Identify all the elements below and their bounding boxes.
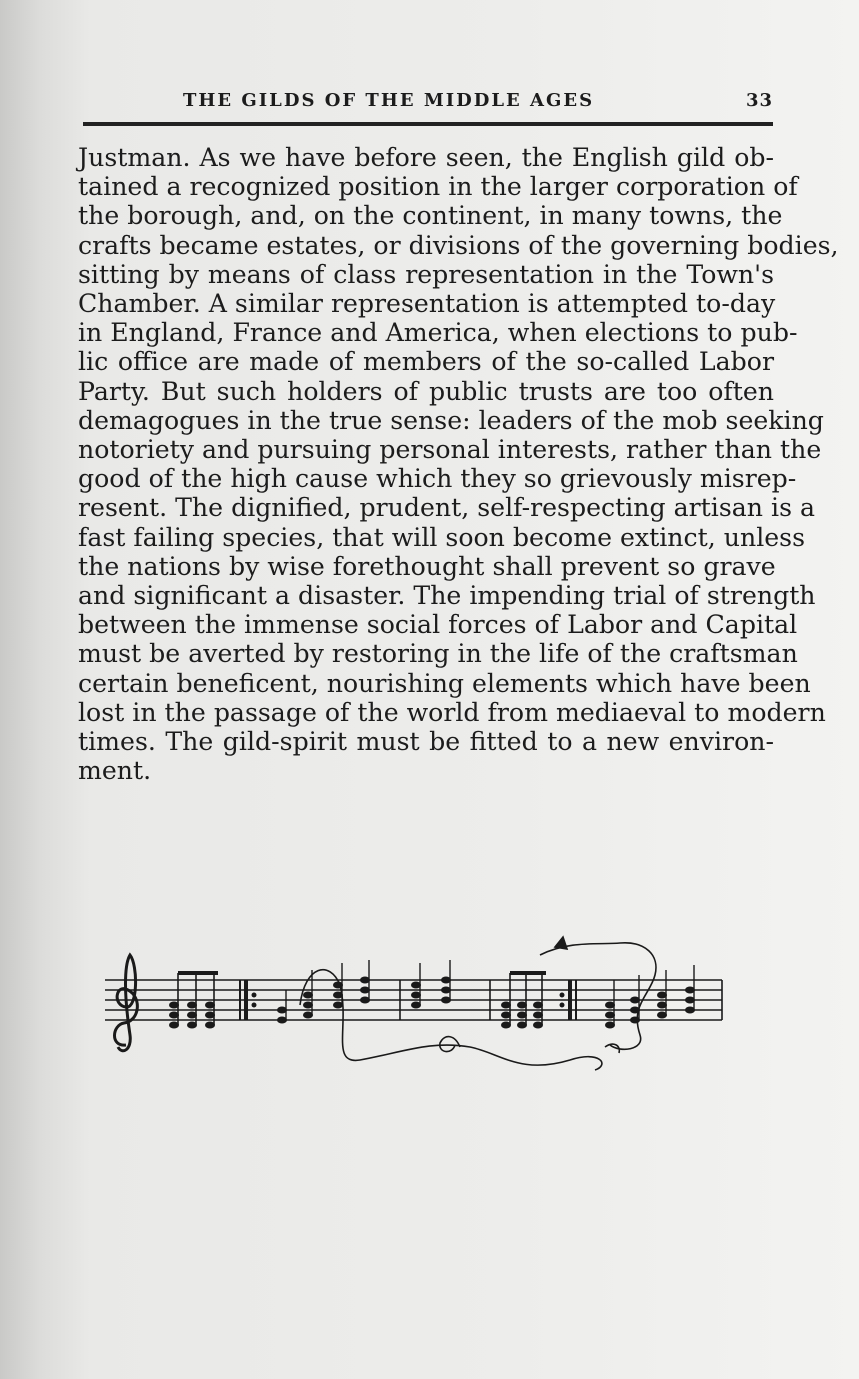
text-line: notoriety and pursuing personal interests, rather than the — [78, 435, 822, 465]
text-line: between the immense social forces of Labor and Capital — [78, 610, 798, 640]
text-line: resent. The dignified, prudent, self-respecting artisan is a — [78, 493, 816, 523]
text-line: crafts became estates, or divisions of the governing bodies, — [78, 230, 839, 260]
text-line: demagogues in the true sense: leaders of the mob seeking — [78, 405, 824, 435]
music-staff-with-vine-ornament-icon — [100, 935, 760, 1085]
text-line: Party. But such holders of public trusts are too often — [78, 376, 774, 406]
running-title: THE GILDS OF THE MIDDLE AGES — [183, 90, 595, 111]
text-line: must be averted by restoring in the life of the craftsman — [78, 639, 798, 669]
text-line: sitting by means of class representation in the Town's — [78, 259, 774, 289]
text-line: certain beneficent, nourishing elements which have been — [78, 668, 811, 698]
text-line: times. The gild-spirit must be fitted to a new environ- — [78, 727, 774, 757]
text-line: the borough, and, on the continent, in many towns, the — [78, 201, 783, 231]
text-line: in England, France and America, when elections to pub- — [78, 318, 798, 348]
text-line: Chamber. A similar representation is attempted to-day — [78, 289, 776, 319]
text-line: good of the high cause which they so grievously misrep- — [78, 464, 797, 494]
body-paragraph — [78, 143, 839, 786]
page-number: 33 — [745, 90, 773, 111]
text-line: ment. — [78, 756, 152, 786]
text-line: and significant a disaster. The impending trial of strength — [78, 581, 816, 611]
text-line: tained a recognized position in the larger corporation of — [78, 172, 798, 202]
text-line: lost in the passage of the world from mediaeval to modern — [78, 697, 826, 727]
page-header — [83, 90, 773, 126]
text-line: lic office are made of members of the so-called Labor — [78, 347, 774, 377]
text-line: the nations by wise forethought shall prevent so grave — [78, 551, 776, 581]
text-line: Justman. As we have before seen, the English gild ob- — [78, 143, 774, 172]
text-line: fast failing species, that will soon become extinct, unless — [78, 522, 806, 552]
header-rule — [83, 122, 773, 126]
